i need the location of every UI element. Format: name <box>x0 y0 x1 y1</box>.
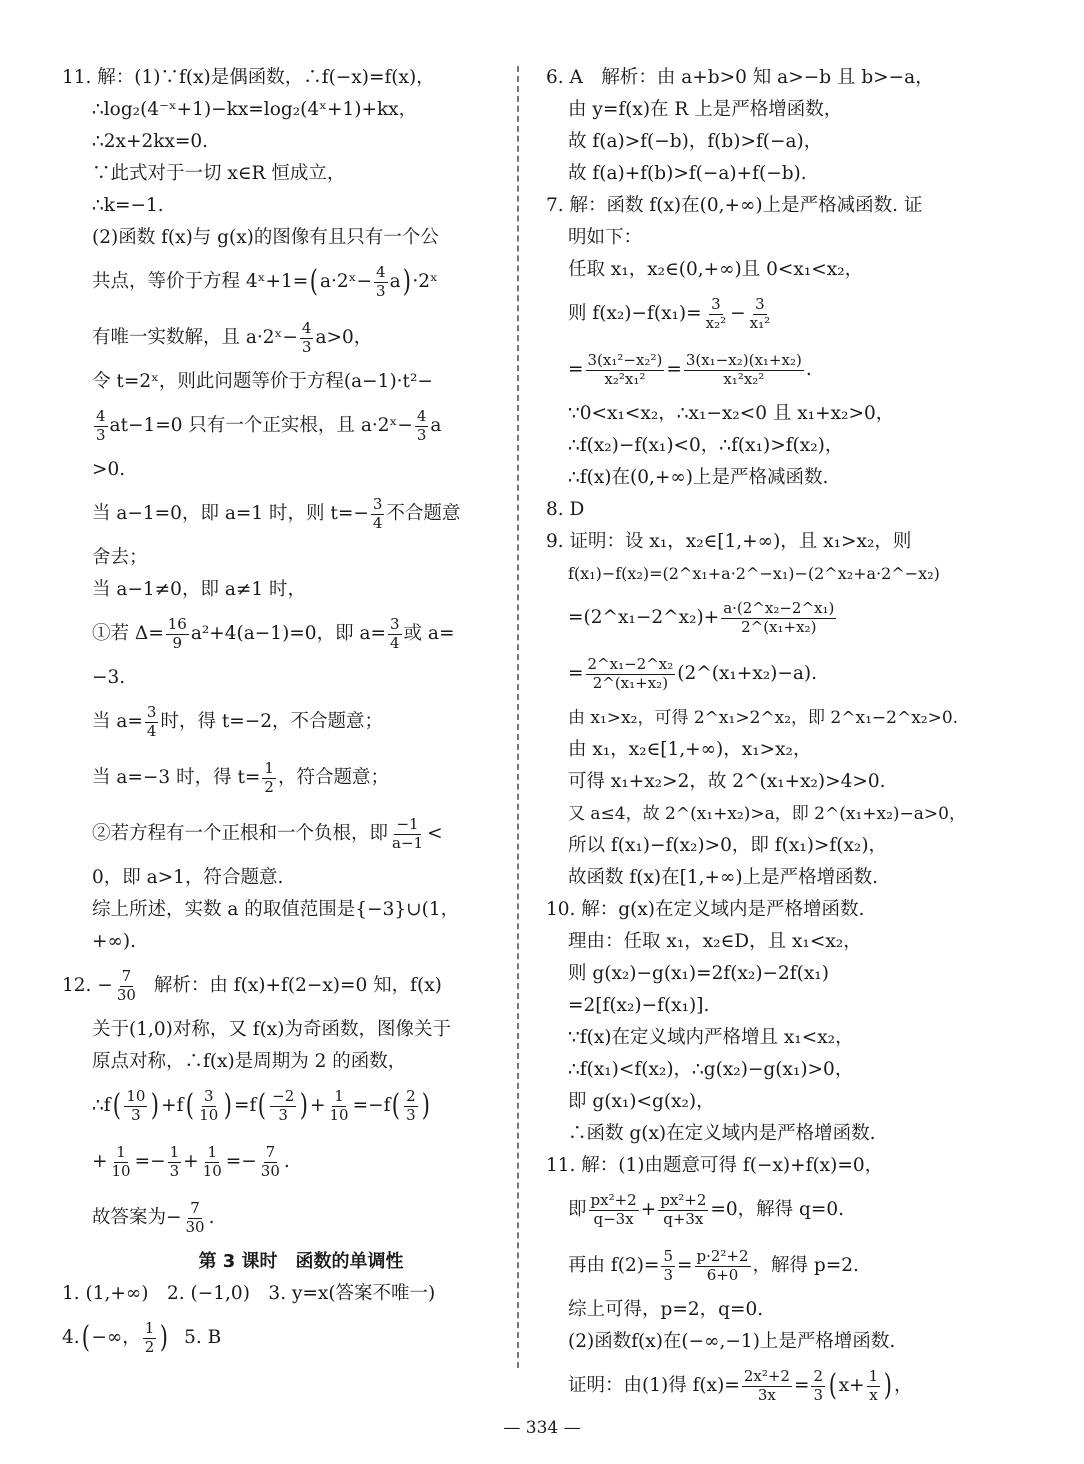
text: + <box>183 1150 199 1172</box>
text: 则 f(x₂)−f(x₁)= <box>568 302 702 324</box>
text-line: 当 a−1≠0，即 a≠1 时， <box>92 578 307 600</box>
text: a <box>430 414 442 436</box>
text: 证明：由(1)得 f(x)= <box>568 1374 740 1396</box>
paren: ) <box>224 1088 233 1123</box>
fraction: $\frac{\text{3(x₁−x₂)(x₁+x₂)}}{\text{x₁²x₂²}}$ <box>685 351 802 388</box>
text: < <box>427 822 443 844</box>
fraction: $\frac{7}{30}$ <box>116 967 136 1004</box>
fraction: $\frac{7}{30}$ <box>260 1143 280 1180</box>
formula-line <box>62 750 510 806</box>
formula-line <box>546 1238 998 1294</box>
text: 12. − <box>62 974 113 996</box>
formula-line <box>62 310 510 366</box>
column-divider <box>517 66 519 1368</box>
formula-line <box>546 1182 998 1238</box>
formula-line <box>546 646 998 702</box>
text: ②若方程有一个正根和一个负根，即 <box>92 822 389 844</box>
text: a²+4(a−1)=0，即 a= <box>190 622 386 644</box>
fraction: $\frac{\text{p·2²+2}}{6+0}$ <box>696 1247 749 1284</box>
fraction: $\frac{1}{2}$ <box>264 759 274 796</box>
text: =0，解得 q=0. <box>710 1198 845 1220</box>
text: + <box>92 1150 108 1172</box>
text: − <box>730 302 746 324</box>
fraction: $\frac{16}{9}$ <box>167 615 187 652</box>
text: 有唯一实数解，且 a·2ˣ− <box>92 326 298 348</box>
text: ，符合题意； <box>277 766 389 788</box>
text: ，解得 p=2. <box>752 1254 859 1276</box>
text: ①若 Δ= <box>92 622 164 644</box>
text: . <box>283 1150 290 1172</box>
fraction: $\frac{\text{px²+2}}{q+3x}$ <box>660 1191 707 1228</box>
text-line: 则 g(x₂)−g(x₁)=2f(x₂)−2f(x₁) <box>568 962 829 984</box>
text: 故答案为− <box>92 1206 182 1228</box>
paren: ) <box>402 264 411 299</box>
text-line: ∴2x+2kx=0. <box>92 130 209 152</box>
text: 共点，等价于方程 4ˣ+1= <box>92 270 309 292</box>
text-line: ∵0<x₁<x₂，∴x₁−x₂<0 且 x₁+x₂>0， <box>568 402 895 424</box>
text: at−1=0 只有一个正实根，且 a·2ˣ− <box>109 414 413 436</box>
formula-line <box>62 1190 510 1246</box>
text: = <box>676 1254 693 1276</box>
page-number: — 334 — <box>503 1418 581 1438</box>
text: =− <box>134 1150 166 1172</box>
fraction: $\frac{\text{a·(2\textasciicircum{}x₂−2\textasciicircum{}x₁)}}{\text{2\textasciicircum{}(x₁+x₂)}}$ <box>723 599 835 636</box>
formula-line <box>62 1078 510 1134</box>
text: . <box>208 1206 215 1228</box>
text-line: 9. 证明：设 x₁，x₂∈[1,+∞)，且 x₁>x₂，则 <box>546 530 912 552</box>
text: a <box>389 270 401 292</box>
text-line: f(x₁)−f(x₂)=(2^x₁+a·2^−x₁)−(2^x₂+a·2^−x₂) <box>568 564 940 584</box>
text: a>0， <box>315 326 373 348</box>
fraction: $\frac{-1}{a-1}$ <box>392 815 424 852</box>
text-line: 由 y=f(x)在 R 上是严格增函数， <box>568 98 843 120</box>
formula-line <box>546 590 998 646</box>
text: ， <box>893 1374 913 1396</box>
text-line: 故 f(a)>f(−b)，f(b)>f(−a)， <box>568 130 823 152</box>
text: ∴f <box>92 1094 111 1116</box>
fraction: $\frac{1}{2}$ <box>144 1319 155 1356</box>
fraction: $\frac{3}{4}$ <box>146 703 157 740</box>
fraction: $\frac{1}{10}$ <box>202 1143 222 1180</box>
paren: ( <box>258 1088 267 1123</box>
text: =−f <box>352 1094 391 1116</box>
left-column <box>62 62 510 1366</box>
formula-line <box>62 486 510 542</box>
text-line: 由 x₁，x₂∈[1,+∞)，x₁>x₂， <box>568 738 812 760</box>
text: =− <box>225 1150 257 1172</box>
section-title: 第 3 课时 函数的单调性 <box>198 1251 404 1273</box>
fraction: $\frac{5}{3}$ <box>663 1247 673 1284</box>
text: 5. B <box>184 1326 222 1348</box>
text-line: 1. (1,+∞) 2. (−1,0) 3. y=x(答案不唯一) <box>62 1282 436 1304</box>
text-line: 任取 x₁，x₂∈(0,+∞)且 0<x₁<x₂， <box>568 258 864 280</box>
fraction: $\frac{4}{3}$ <box>376 263 386 300</box>
text-line: 明如下： <box>568 226 643 248</box>
paren: ( <box>828 1368 837 1403</box>
text: ·2ˣ <box>412 270 438 292</box>
formula-line <box>62 958 510 1014</box>
text-line: −3. <box>92 666 126 688</box>
text-line: =2[f(x₂)−f(x₁)]. <box>568 994 710 1016</box>
text-line: 0，即 a>1，符合题意. <box>92 866 284 888</box>
paren: ) <box>421 1088 430 1123</box>
paren: ) <box>160 1320 169 1355</box>
text: = <box>666 358 682 380</box>
text: 当 a=−3 时，得 t= <box>92 766 261 788</box>
paren: ) <box>300 1088 309 1123</box>
text-line: ∴f(x)在(0,+∞)上是严格减函数. <box>568 466 829 488</box>
text: + <box>640 1198 657 1220</box>
text-line: 综上所述，实数 a 的取值范围是{−3}∪(1， <box>92 898 460 920</box>
text-line: 关于(1,0)对称，又 f(x)为奇函数，图像关于 <box>92 1018 451 1040</box>
paren: ( <box>112 1088 121 1123</box>
text: 当 a= <box>92 710 143 732</box>
fraction: $\frac{7}{30}$ <box>185 1199 205 1236</box>
text-line: 令 t=2ˣ，则此问题等价于方程(a−1)·t²− <box>92 370 433 392</box>
text: + <box>309 1094 326 1116</box>
fraction: $\frac{1}{10}$ <box>329 1087 349 1124</box>
text-line: 可得 x₁+x₂>2，故 2^(x₁+x₂)>4>0. <box>568 770 886 792</box>
text-line: ∴f(x₂)−f(x₁)<0，∴f(x₁)>f(x₂)， <box>568 434 844 456</box>
fraction: $\frac{10}{3}$ <box>126 1087 146 1124</box>
text-line: 所以 f(x₁)−f(x₂)>0，即 f(x₁)>f(x₂)， <box>568 834 888 856</box>
text-line: 又 a≤4，故 2^(x₁+x₂)>a，即 2^(x₁+x₂)−a>0， <box>568 803 966 824</box>
text: 时，得 t=−2，不合题意； <box>160 710 384 732</box>
fraction: $\frac{4}{3}$ <box>96 407 106 444</box>
text-line: 综上可得，p=2，q=0. <box>568 1298 764 1320</box>
text-line: 舍去； <box>92 546 148 568</box>
formula-line <box>546 1358 998 1414</box>
paren: ( <box>185 1088 194 1123</box>
text-line: 理由：任取 x₁，x₂∈D，且 x₁<x₂， <box>568 930 862 952</box>
text-line: (2)函数f(x)在(−∞,−1)上是严格增函数. <box>568 1330 896 1352</box>
text-line: 6. A 解析：由 a+b>0 知 a>−b 且 b>−a， <box>546 66 934 88</box>
formula-line <box>62 254 510 310</box>
paren: ( <box>81 1320 90 1355</box>
fraction: $\frac{-2}{3}$ <box>272 1087 295 1124</box>
text-line: 7. 解：函数 f(x)在(0,+∞)上是严格减函数. 证 <box>546 194 923 216</box>
text-line: 故函数 f(x)在[1,+∞)上是严格增函数. <box>568 866 878 888</box>
text: = <box>568 358 584 380</box>
fraction: $\frac{4}{3}$ <box>416 407 427 444</box>
text-line: 原点对称，∴f(x)是周期为 2 的函数， <box>92 1050 407 1072</box>
paren: ( <box>310 264 319 299</box>
fraction: $\frac{4}{3}$ <box>301 319 312 356</box>
text: = <box>793 1374 810 1396</box>
text: −∞， <box>91 1326 141 1348</box>
fraction: $\frac{2}{3}$ <box>813 1367 824 1404</box>
text: a·2ˣ− <box>319 270 373 292</box>
text-line: ∴函数 g(x)在定义域内是严格增函数. <box>568 1122 876 1144</box>
formula-line <box>62 694 510 750</box>
text-line: (2)函数 f(x)与 g(x)的图像有且只有一个公 <box>92 226 439 248</box>
fraction: $\frac{3}{\text{x₁²}}$ <box>749 295 771 332</box>
paren: ) <box>151 1088 160 1123</box>
fraction: $\frac{1}{3}$ <box>169 1143 180 1180</box>
text: 再由 f(2)= <box>568 1254 660 1276</box>
fraction: $\frac{1}{x}$ <box>868 1367 879 1404</box>
formula-line <box>62 606 510 662</box>
text: (2^(x₁+x₂)−a). <box>677 662 818 684</box>
text-line: ∴f(x₁)<f(x₂)，∴g(x₂)−g(x₁)>0， <box>568 1058 854 1080</box>
formula-line <box>546 342 998 398</box>
fraction: $\frac{\text{2\textasciicircum{}x₁−2\textasciicircum{}x₂}}{\text{2\textasciicircum{}(x₁+x₂)}}$ <box>587 655 674 692</box>
formula-line <box>62 1310 510 1366</box>
fraction: $\frac{\text{px²+2}}{q-3x}$ <box>590 1191 637 1228</box>
text: +f <box>161 1094 184 1116</box>
text-line: 故 f(a)+f(b)>f(−a)+f(−b). <box>568 162 807 184</box>
text-line: ∵f(x)在定义域内严格增且 x₁<x₂， <box>568 1026 854 1048</box>
text-line: 11. 解：(1)由题意可得 f(−x)+f(x)=0， <box>546 1154 884 1176</box>
text-line: 11. 解：(1)∵f(x)是偶函数，∴f(−x)=f(x)， <box>62 66 435 88</box>
fraction: $\frac{\text{3(x₁²−x₂²)}}{\text{x₂²x₁²}}$ <box>587 351 663 388</box>
fraction: $\frac{\text{2x²+2}}{3x}$ <box>743 1367 790 1404</box>
fraction: $\frac{1}{10}$ <box>111 1143 131 1180</box>
fraction: $\frac{2}{3}$ <box>406 1087 416 1124</box>
formula-line <box>62 1134 510 1190</box>
fraction: $\frac{3}{4}$ <box>372 495 383 532</box>
paren: ) <box>883 1368 893 1403</box>
paren: ( <box>392 1088 401 1123</box>
formula-line <box>546 286 998 342</box>
text: 解析：由 f(x)+f(2−x)=0 知，f(x) <box>153 974 442 996</box>
text-line: ∴k=−1. <box>92 194 164 216</box>
text-line: 由 x₁>x₂，可得 2^x₁>2^x₂，即 2^x₁−2^x₂>0. <box>568 707 959 728</box>
text: =f <box>234 1094 257 1116</box>
text: . <box>805 358 812 380</box>
fraction: $\frac{3}{10}$ <box>199 1087 219 1124</box>
text: 4. <box>62 1326 80 1348</box>
text-line: 8. D <box>546 498 585 520</box>
formula-line <box>62 398 510 454</box>
text-line: ∴log₂(4⁻ˣ+1)−kx=log₂(4ˣ+1)+kx， <box>92 98 418 120</box>
text: x+ <box>838 1374 865 1396</box>
text: =(2^x₁−2^x₂)+ <box>568 606 720 628</box>
text-line: >0. <box>92 458 126 480</box>
text-line: 即 g(x₁)<g(x₂)， <box>568 1090 715 1112</box>
text: 即 <box>568 1198 587 1220</box>
text: 或 a= <box>403 622 455 644</box>
fraction: $\frac{3}{\text{x₂²}}$ <box>705 295 727 332</box>
fraction: $\frac{3}{4}$ <box>389 615 400 652</box>
text: 当 a−1=0，即 a=1 时，则 t=− <box>92 502 369 524</box>
text: 不合题意 <box>386 502 461 524</box>
formula-line <box>62 806 510 862</box>
right-column <box>546 62 998 1414</box>
text-line: ∵此式对于一切 x∈R 恒成立， <box>92 162 346 184</box>
text-line: 10. 解：g(x)在定义域内是严格增函数. <box>546 898 865 920</box>
text-line: +∞). <box>92 930 137 952</box>
text: = <box>568 662 584 684</box>
